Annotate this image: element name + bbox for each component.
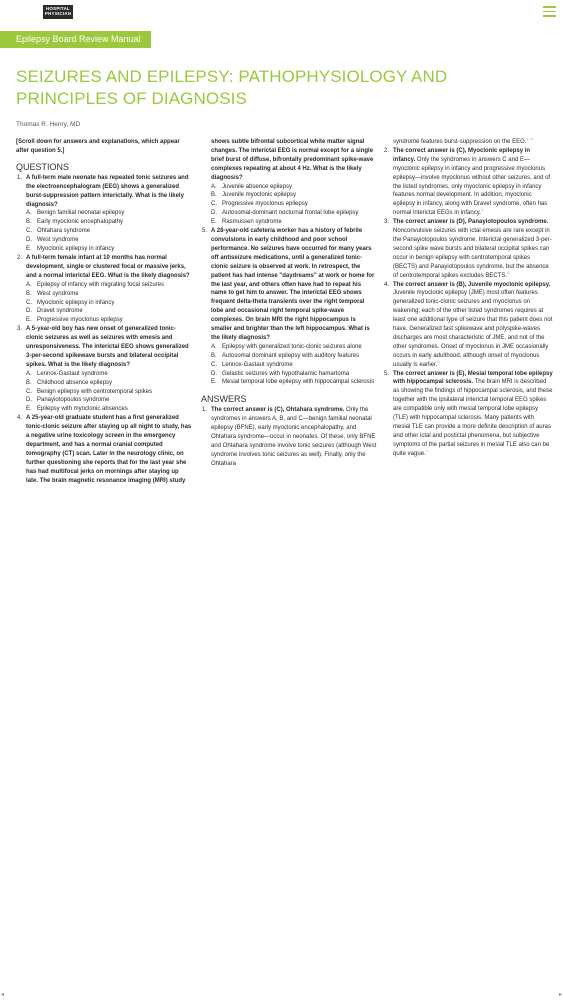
answer-number: 5.	[384, 370, 390, 377]
answer-option: D. Autosomal-dominant nocturnal frontal lobe epilepsy	[211, 210, 359, 217]
answer-option: B. Autosomal dominant epilepsy with auditory features	[211, 352, 360, 359]
answer-option: A. Lennox-Gastaut syndrome	[26, 370, 108, 377]
article-author: Thomas R. Henry, MD	[16, 121, 81, 128]
question-1	[16, 174, 192, 254]
answer-option: C. Progressive myoclonus epilepsy	[211, 201, 308, 208]
scroll-right-icon[interactable]: ▸	[558, 992, 562, 998]
answer-number: 4.	[384, 281, 390, 288]
column-2	[201, 138, 377, 469]
answer-option: E. Mesial temporal lobe epilepsy with hippocampal sclerosis	[211, 379, 375, 386]
question-text: A full-term male neonate has repeated tonic seizures and the electroencephalogram (EEG) shows a generalized burst-suppression pattern interictally. What is the likely diagnosis?	[26, 174, 189, 208]
question-4-start	[16, 414, 192, 485]
answer-option: A. Epilepsy of infancy with migrating focal seizures	[26, 281, 165, 288]
question-2	[16, 254, 192, 325]
questions-heading: QUESTIONS	[16, 161, 70, 172]
answer-4	[383, 281, 553, 370]
scroll-left-icon[interactable]: ◂	[1, 992, 5, 998]
question-number: 1.	[17, 174, 23, 181]
question-number: 5.	[202, 228, 208, 235]
answer-option: A. Epilepsy with generalized tonic-clonic seizures alone	[211, 343, 362, 350]
answer-option: D. Gelastic seizures with hypothalamic hamartoma	[211, 370, 350, 377]
answer-option: B. Childhood absence epilepsy	[26, 379, 113, 386]
logo-line-2: PHYSICIAN	[44, 11, 72, 16]
section-banner[interactable]: Epilepsy Board Review Manual	[0, 31, 151, 48]
hospital-physician-logo[interactable]	[43, 5, 73, 19]
answer-1-continued	[383, 138, 553, 147]
answer-option: D. West syndrome	[26, 237, 79, 244]
question-3	[16, 325, 192, 414]
answer-option: C. Myoclonic epilepsy in infancy	[26, 299, 115, 306]
answer-text: The correct answer is (C), Ohtahara syndrome. Only the syndromes in answers A, B, and C—benign familial neonatal epilepsy (BFNE), early myoclonic encephalopathy, and Ohtahara syndrome—occur in neonates. Of these, only BFNE and Ohtahara syndrome involve tonic seizures (although West syndrome involves tonic seizures as well). Finally, only the Ohtahara	[211, 407, 377, 467]
answer-option: B. Juvenile myoclonic epilepsy	[211, 192, 297, 199]
answer-5	[383, 370, 553, 459]
answer-2	[383, 147, 553, 218]
answer-text: The correct answer is (B), Juvenile myoclonic epilepsy. Juvenile myoclonic epilepsy (JME) most often features generalized tonic-clonic seizures and myoclonus on wakening; each of the other listed syndromes requires at least one additional type of seizure that this patient does not have. Generalized fast spikewave and polyspike-waves discharges are most characteristic of JME, and not of the other syndromes. Onset of myoclonus in JME occasionally occurs in early adulthood, although onset of myoclonus usually is earlier.$^6$	[393, 281, 553, 368]
answer-option: C. Benign epilepsy with centrotemporal spikes	[26, 388, 153, 395]
answer-text: The correct answer is (C), Myoclonic epilepsy in infancy. Only the syndromes in answers C and E—myoclonic epilepsy in infancy and progressive myoclonus epilepsy—involve myoclonus without other seizures, and of the listed syndromes, only myoclonic epilepsy in infancy features normal development. In addition, myoclonic epilepsy in infancy, along with Dravet syndrome, often has normal interictal EEGs in infancy.$^4$	[393, 147, 551, 217]
question-text: A 28-year-old cafeteria worker has a history of febrile convulsions in early childhood and poor school performance. No seizures have occurred for many years off antiseizure medications, until a generalized tonic-clonic seizure is observed at work. In retrospect, the patient has had intense "daydreams" at work or home for the last year, and others often have had to repeat his name to get him to answer. The interictal EEG shows frequent delta-theta transients over the right temporal lobe and occasional right temporal spike-wave complexes. On brain MRI the right hippocampus is smaller and brighter than the left hippocampus. What is the likely diagnosis?	[211, 228, 375, 341]
answer-option: E. Myoclonic epilepsy in infancy	[26, 246, 115, 253]
answer-1-start	[201, 406, 377, 468]
answer-option: E. Progressive myoclonus epilepsy	[26, 317, 123, 324]
question-5	[201, 227, 377, 387]
question-number: 2.	[17, 254, 23, 261]
question-text: A 5-year-old boy has new onset of generalized tonic-clonic seizures as well as seizures with emesis and unresponsiveness. The interictal EEG shows generalized 3-per-second spikewave bursts and bilateral occipital spikes. What is the likely diagnosis?	[26, 326, 189, 368]
answer-number: 1.	[202, 407, 208, 414]
answer-option: B. Early myoclonic encephalopathy	[26, 219, 124, 226]
answer-text: syndrome features burst-suppression on the EEG.$^{1-3}$	[393, 136, 534, 145]
scroll-instruction: [Scroll down for answers and explanations, which appear after question 5.]	[16, 139, 180, 154]
column-1	[16, 138, 192, 486]
reference-link[interactable]: 4	[480, 207, 484, 213]
column-3	[383, 138, 553, 459]
answer-option: E. Rasmussen syndrome	[211, 219, 282, 226]
reference-link[interactable]: 6	[437, 358, 440, 364]
answer-3	[383, 218, 553, 280]
answer-option: C. Lennox-Gastaut syndrome	[211, 361, 293, 368]
question-number: 4.	[17, 415, 23, 422]
question-4-continued	[201, 138, 377, 227]
answer-number: 3.	[384, 219, 390, 226]
answer-option: A. Juvenile absence epilepsy	[211, 183, 293, 190]
answer-option: C. Ohtahara syndrome	[26, 228, 91, 235]
answer-option: D. Panayiotopoulos syndrome	[26, 397, 110, 404]
question-text: A full-term female infant at 10 months has normal development, single or clustered focal or massive jerks, and a normal interictal EEG. What is the likely diagnosis?	[26, 254, 190, 279]
answers-heading: ANSWERS	[201, 394, 247, 405]
reference-link[interactable]: 1–3	[526, 136, 534, 141]
answer-option: A. Benign familial neonatal epilepsy	[26, 210, 125, 217]
top-bar	[0, 0, 563, 28]
answer-text: The correct answer is (E), Mesial temporal lobe epilepsy with hippocampal sclerosis. The brain MRI is described as showing the findings of hippocampal sclerosis, and these together with the ipsilateral interictal temporal EEG spikes are compatible only with mesial temporal lobe epilepsy (TLE) with hippocampal sclerosis. Many patients with mesial TLE can provide a more definite description of auras and other ictal and postictal phenomena, but subjective symptoms of the partial seizures in mesial TLE also can be quite vague.$^7$	[393, 370, 553, 457]
answer-option: D. Dravet syndrome	[26, 308, 83, 315]
answer-number: 2.	[384, 147, 390, 154]
question-text: A 25-year-old graduate student has a first generalized tonic-clonic seizure after staying up all night to study, has a negative urine toxicology screen in the emergency department, and has a normal cranial computed tomography (CT) scan. Later in the neurology clinic, on further questioning she reports that for the last year she has had multifocal jerks on mornings after staying up late. The brain magnetic resonance imaging (MRI) study	[26, 415, 192, 484]
logo-line-1: HOSPITAL	[45, 6, 71, 11]
reference-link[interactable]: 5	[507, 269, 510, 275]
reference-link[interactable]: 7	[425, 447, 428, 453]
answer-text: The correct answer is (D), Panayiotopoulos syndrome. Nonconvulsive seizures with ictal emesis are rare except in the Panayiotopoulos syndrome. Interictal generalized 3-per-second spike wave bursts and bilateral occipital spikes can occur in benign epilepsy with centrotemporal spikes (BECTS) and Panayiotopoulos syndrome, but the absence of centrotemporal spikes excludes BECTS.$^5$	[393, 219, 552, 279]
question-text: shows subtle bifrontal subcortical white matter signal changes. The interictal EEG is normal except for a single brief burst of diffuse, bifrontally predominant spike-wave complexes repeating at about 4 Hz. What is the likely diagnosis?	[211, 139, 374, 181]
question-number: 3.	[17, 326, 23, 333]
hamburger-menu-icon[interactable]	[543, 6, 556, 18]
answer-option: E. Epilepsy with myoclonic absences	[26, 406, 128, 413]
answer-option: B. West syndrome	[26, 290, 79, 297]
article-title: SEIZURES AND EPILEPSY: PATHOPHYSIOLOGY AND PRINCIPLES OF DIAGNOSIS	[16, 67, 448, 108]
